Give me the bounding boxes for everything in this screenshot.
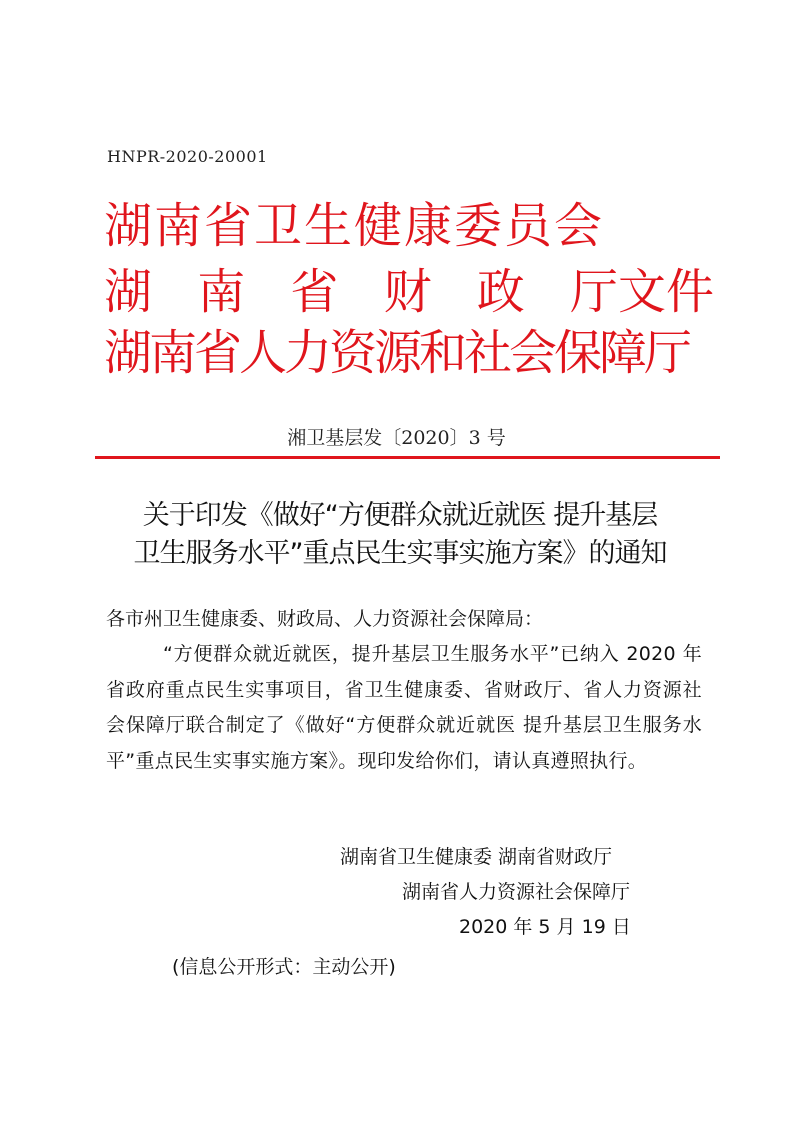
org-line-2-char: 湖 <box>104 264 153 320</box>
org-line-2-char: 南 <box>197 264 246 320</box>
disclosure-note: (信息公开形式：主动公开) <box>172 956 396 978</box>
document-title-line-1: 关于印发《做好“方便群众就近就医 提升基层 <box>142 500 658 531</box>
issuing-org-line-3: 湖南省人力资源和社会保障厅 <box>104 325 690 381</box>
issuing-org-line-1: 湖南省卫生健康委员会 <box>104 198 605 254</box>
body-paragraph: “方便群众就近就医，提升基层卫生服务水平”已纳入 2020 年省政府重点民生实事项目，省卫生健康委、省财政厅、省人力资源社会保障厅联合制定了《做好“方便群众就近就医 提升基层卫生服务水平”重点民生实事实施方案》。现印发给你们，请认真遵照执行。 <box>106 643 702 772</box>
document-title-line-2: 卫生服务水平”重点民生实事实施方案》的通知 <box>133 538 667 569</box>
org-line-2-char: 省 <box>290 264 339 320</box>
org-line-2-char: 财 <box>383 264 432 320</box>
signature-orgs-line-2: 湖南省人力资源社会保障厅 <box>402 881 631 903</box>
signature-orgs-line-1: 湖南省卫生健康委 湖南省财政厅 <box>340 846 613 868</box>
org-line-2-char: 厅文件 <box>569 264 714 320</box>
org-line-2-char: 政 <box>476 264 525 320</box>
red-separator-rule <box>95 456 720 459</box>
salutation: 各市州卫生健康委、财政局、人力资源社会保障局： <box>106 608 544 630</box>
document-code: HNPR-2020-20001 <box>107 147 268 166</box>
issue-date: 2020 年 5 月 19 日 <box>459 916 631 938</box>
issuing-org-line-2 <box>104 262 714 322</box>
document-number: 湘卫基层发〔2020〕3 号 <box>287 427 506 449</box>
